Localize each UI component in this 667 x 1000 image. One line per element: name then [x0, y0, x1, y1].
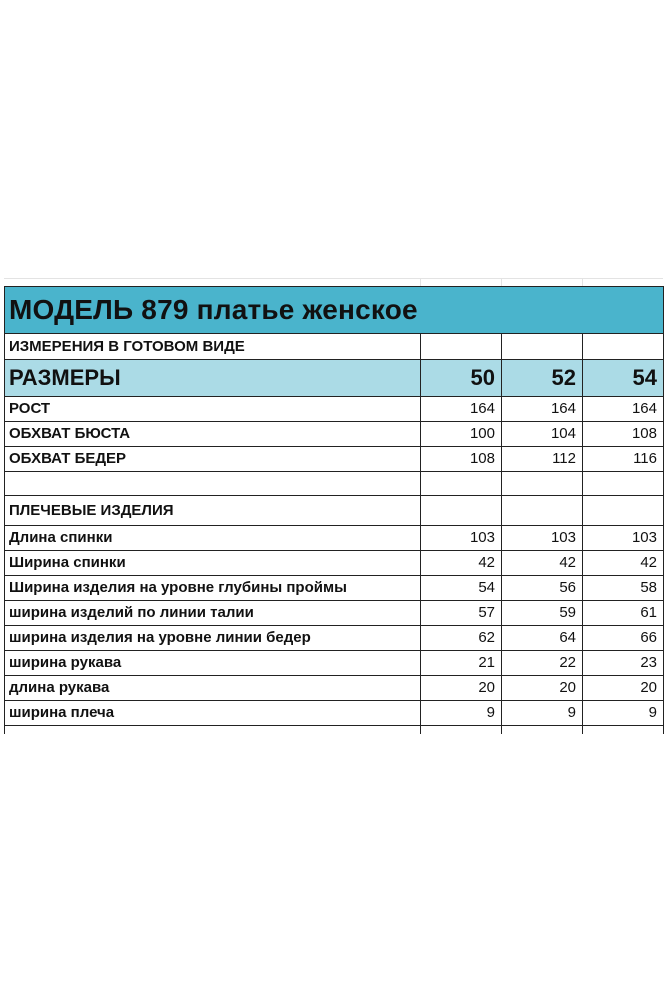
empty-cell — [502, 334, 583, 360]
cell-value: 42 — [421, 551, 502, 576]
size-chart — [4, 286, 663, 734]
cell-value: 42 — [583, 551, 664, 576]
cell-value: 20 — [583, 676, 664, 701]
cell-value: 108 — [583, 422, 664, 447]
table-row — [5, 551, 664, 576]
sheet-title: МОДЕЛЬ 879 платье женское — [5, 287, 664, 334]
grid-line — [4, 278, 663, 279]
size-header: 50 — [421, 360, 502, 397]
cell-value: 100 — [421, 422, 502, 447]
table-row — [5, 601, 664, 626]
empty-cell — [421, 334, 502, 360]
cell-value: 62 — [421, 626, 502, 651]
cell-value: 20 — [421, 676, 502, 701]
cell-value: 116 — [583, 447, 664, 472]
cell-value: 54 — [421, 576, 502, 601]
row-label: ширина изделий по линии талии — [5, 601, 421, 626]
cell-value: 164 — [421, 397, 502, 422]
cell-value: 20 — [502, 676, 583, 701]
cell-value: 9 — [583, 701, 664, 726]
table-row — [5, 701, 664, 726]
cell-value: 66 — [583, 626, 664, 651]
subtitle-row — [5, 334, 664, 360]
title-row — [5, 287, 664, 334]
sizes-header-row — [5, 360, 664, 397]
grid-line — [501, 278, 502, 286]
cell-value: 21 — [421, 651, 502, 676]
cell-value: 64 — [502, 626, 583, 651]
empty-cell — [583, 472, 664, 496]
cell-value: 59 — [502, 601, 583, 626]
cell-value: 22 — [502, 651, 583, 676]
row-label: длина рукава — [5, 676, 421, 701]
cell-value: 61 — [583, 601, 664, 626]
table-row — [5, 576, 664, 601]
row-label: РОСТ — [5, 397, 421, 422]
cell-value: 164 — [583, 397, 664, 422]
empty-cell — [583, 334, 664, 360]
cell-value: 108 — [421, 447, 502, 472]
size-header: 54 — [583, 360, 664, 397]
empty-cell — [421, 726, 502, 735]
row-label: Длина спинки — [5, 526, 421, 551]
measurements-table — [4, 286, 664, 734]
empty-cell — [5, 726, 421, 735]
table-row — [5, 447, 664, 472]
section-row — [5, 496, 664, 526]
table-row — [5, 526, 664, 551]
row-label: ОБХВАТ БЮСТА — [5, 422, 421, 447]
empty-cell — [421, 472, 502, 496]
cell-value: 164 — [502, 397, 583, 422]
cell-value: 104 — [502, 422, 583, 447]
section-label: ПЛЕЧЕВЫЕ ИЗДЕЛИЯ — [5, 496, 421, 526]
grid-line — [420, 278, 421, 286]
cell-value: 23 — [583, 651, 664, 676]
cell-value: 9 — [502, 701, 583, 726]
row-label: Ширина спинки — [5, 551, 421, 576]
row-label: ширина изделия на уровне линии бедер — [5, 626, 421, 651]
table-row — [5, 397, 664, 422]
size-header: 52 — [502, 360, 583, 397]
empty-cell — [583, 726, 664, 735]
table-row — [5, 676, 664, 701]
grid-line — [582, 278, 583, 286]
sheet-subtitle: ИЗМЕРЕНИЯ В ГОТОВОМ ВИДЕ — [5, 334, 421, 360]
cell-value: 103 — [502, 526, 583, 551]
row-label: Ширина изделия на уровне глубины проймы — [5, 576, 421, 601]
blank-row — [5, 472, 664, 496]
cell-value: 103 — [421, 526, 502, 551]
cell-value: 103 — [583, 526, 664, 551]
table-row — [5, 626, 664, 651]
table-row — [5, 651, 664, 676]
cell-value: 58 — [583, 576, 664, 601]
cell-value: 112 — [502, 447, 583, 472]
cell-value: 42 — [502, 551, 583, 576]
empty-cell — [502, 472, 583, 496]
cropped-row — [5, 726, 664, 735]
cell-value: 9 — [421, 701, 502, 726]
sizes-label: РАЗМЕРЫ — [5, 360, 421, 397]
row-label: ширина рукава — [5, 651, 421, 676]
empty-cell — [421, 496, 502, 526]
empty-cell — [502, 726, 583, 735]
empty-cell — [583, 496, 664, 526]
cell-value: 56 — [502, 576, 583, 601]
row-label: ОБХВАТ БЕДЕР — [5, 447, 421, 472]
empty-cell — [502, 496, 583, 526]
empty-cell — [5, 472, 421, 496]
table-row — [5, 422, 664, 447]
cell-value: 57 — [421, 601, 502, 626]
row-label: ширина плеча — [5, 701, 421, 726]
